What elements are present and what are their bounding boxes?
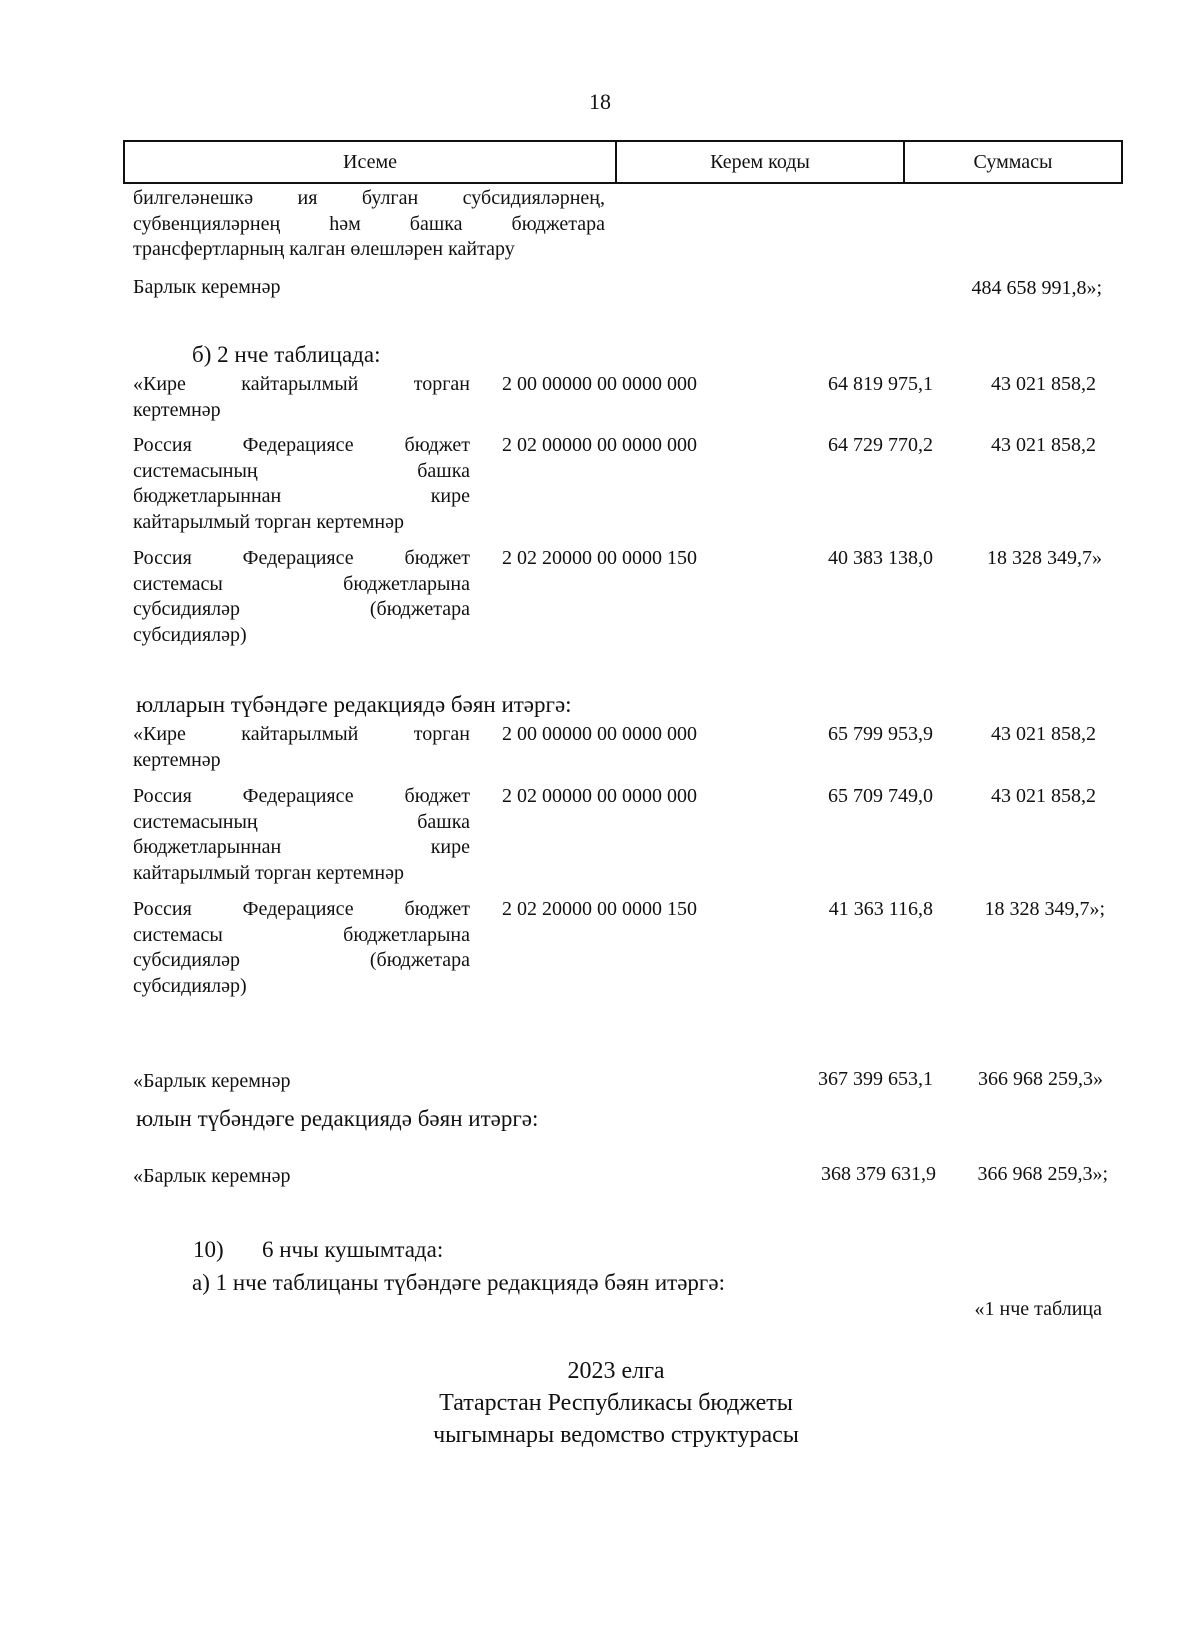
total-new-label: «Барлык керемнәр xyxy=(133,1165,291,1187)
header-sum: Суммасы xyxy=(973,150,1053,173)
row-value-2: 18 328 349,7» xyxy=(987,547,1102,569)
row-value-2: 43 021 858,2 xyxy=(991,723,1096,745)
section-b-heading: б) 2 нче таблицада: xyxy=(192,342,381,367)
title-line-2: Татарстан Республикасы бюджеты xyxy=(439,1390,793,1416)
total-new-value-2: 366 968 259,3»; xyxy=(977,1163,1108,1185)
row-code: 2 02 20000 00 0000 150 xyxy=(502,898,697,920)
table-header xyxy=(123,140,1123,184)
row-value-2: 18 328 349,7»; xyxy=(984,898,1105,920)
item-a-text: а) 1 нче таблицаны түбәндәге редакциядә бәян итәргә: xyxy=(192,1270,725,1295)
row-code: 2 00 00000 00 0000 000 xyxy=(502,373,697,395)
row-value-1: 65 709 749,0 xyxy=(828,785,933,807)
table-reference: «1 нче таблица xyxy=(974,1298,1102,1320)
total-old-label: «Барлык керемнәр xyxy=(133,1070,291,1092)
total-old-value-1: 367 399 653,1 xyxy=(818,1068,933,1090)
row-code: 2 00 00000 00 0000 000 xyxy=(502,723,697,745)
total-value: 484 658 991,8»; xyxy=(971,277,1102,299)
title-line-3: чыгымнары ведомство структурасы xyxy=(433,1422,799,1448)
row-name: Россия Федерациясе бюджет системасы бюджетларына субсидияләр (бюджетара субсидияләр) xyxy=(133,898,470,997)
page-number: 18 xyxy=(589,89,611,114)
row-name: Россия Федерациясе бюджет системасының башка бюджетларыннан кире кайтарылмый торган кертемнәр xyxy=(133,785,470,884)
row-name: «Кире кайтарылмый торган кертемнәр xyxy=(133,723,470,771)
header-code: Керем коды xyxy=(617,142,905,182)
total-old-value-2: 366 968 259,3» xyxy=(978,1068,1103,1090)
row-name: «Кире кайтарылмый торган кертемнәр xyxy=(133,373,470,421)
row-value-1: 40 383 138,0 xyxy=(828,547,933,569)
row-value-1: 41 363 116,8 xyxy=(828,898,933,920)
total-label: Барлык керемнәр xyxy=(133,276,281,298)
row-value-2: 43 021 858,2 xyxy=(991,785,1096,807)
item-10-text: 6 нчы кушымтада: xyxy=(262,1237,444,1262)
row-value-1: 65 799 953,9 xyxy=(828,723,933,745)
row-value-2: 43 021 858,2 xyxy=(991,434,1096,456)
row-name: Россия Федерациясе бюджет системасының башка бюджетларыннан кире кайтарылмый торган кертемнәр xyxy=(133,434,470,533)
row-code: 2 02 00000 00 0000 000 xyxy=(502,785,697,807)
title-year: 2023 елга xyxy=(567,1358,665,1384)
row-code: 2 02 00000 00 0000 000 xyxy=(502,434,697,456)
row-value-2: 43 021 858,2 xyxy=(991,373,1096,395)
total-new-value-1: 368 379 631,9 xyxy=(821,1163,936,1185)
item-10-number: 10) xyxy=(193,1237,224,1262)
section-new-heading: юлларын түбәндәге редакциядә бәян итәргә: xyxy=(136,692,572,717)
header-name: Исеме xyxy=(125,142,617,182)
row-code: 2 02 20000 00 0000 150 xyxy=(502,547,697,569)
row-value-1: 64 729 770,2 xyxy=(828,434,933,456)
row-name: Россия Федерациясе бюджет системасы бюджетларына субсидияләр (бюджетара субсидияләр) xyxy=(133,547,470,646)
continuation-text: билгеләнешкә ия булган субсидияләрнең, субвенцияләрнең һәм башка бюджетара трансфертларның калган өлешләрен кайтару xyxy=(133,187,605,260)
total-instruction: юлын түбәндәге редакциядә бәян итәргә: xyxy=(136,1106,539,1131)
row-value-1: 64 819 975,1 xyxy=(828,373,933,395)
